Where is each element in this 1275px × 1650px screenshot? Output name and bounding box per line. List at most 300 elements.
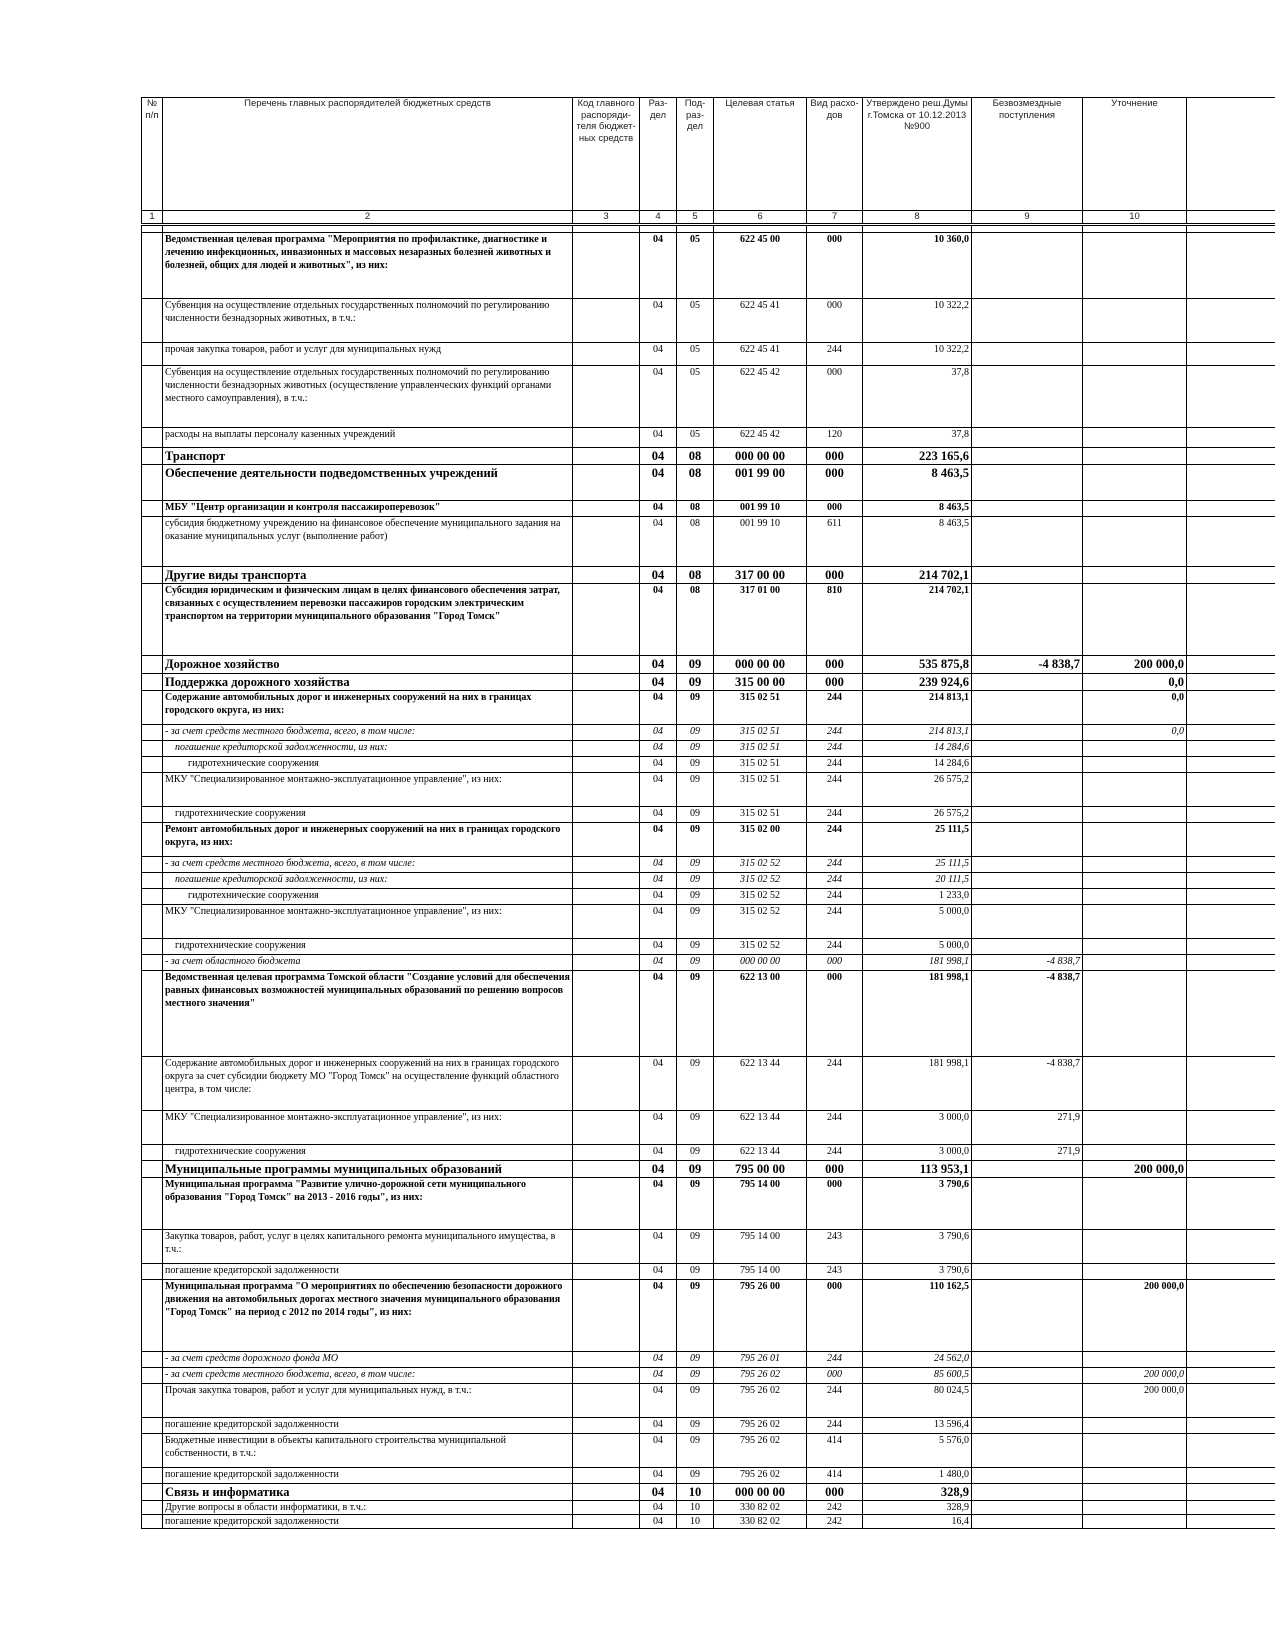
cell-refine <box>1083 366 1187 428</box>
cell-podrazdel: 09 <box>677 1468 714 1484</box>
cell-razdel: 04 <box>640 823 677 857</box>
table-row <box>142 873 1275 889</box>
cell-extra <box>1187 807 1275 823</box>
cell-name: - за счет средств местного бюджета, всего, в том числе: <box>163 857 573 873</box>
cell-code <box>573 873 640 889</box>
cell-gratis: 271,9 <box>972 1145 1083 1161</box>
cell-name: - за счет средств дорожного фонда МО <box>163 1352 573 1368</box>
cell-podrazdel: 09 <box>677 905 714 939</box>
table-row <box>142 343 1275 366</box>
cell-razdel: 04 <box>640 501 677 517</box>
cell-name: Закупка товаров, работ, услуг в целях капитального ремонта муниципального имущества, в т.ч.: <box>163 1230 573 1264</box>
cell-article: 795 26 00 <box>714 1280 807 1352</box>
cell-gratis <box>972 1368 1083 1384</box>
cell-razdel: 04 <box>640 1178 677 1230</box>
cell-podrazdel: 09 <box>677 955 714 971</box>
cell-extra <box>1187 1161 1275 1178</box>
table-row <box>142 889 1275 905</box>
cell-gratis <box>972 905 1083 939</box>
cell-extra <box>1187 584 1275 656</box>
cell-vid: 000 <box>807 955 863 971</box>
col-number: 4 <box>640 211 677 225</box>
cell-article: 000 00 00 <box>714 448 807 465</box>
cell-num <box>142 691 163 725</box>
cell-refine <box>1083 807 1187 823</box>
cell-refine <box>1083 741 1187 757</box>
cell-vid: 611 <box>807 517 863 567</box>
cell-num <box>142 1515 163 1529</box>
cell-razdel: 04 <box>640 233 677 299</box>
cell-gratis <box>972 517 1083 567</box>
table-row <box>142 857 1275 873</box>
cell-razdel: 04 <box>640 725 677 741</box>
cell-code <box>573 1368 640 1384</box>
cell-podrazdel: 09 <box>677 857 714 873</box>
cell-code <box>573 773 640 807</box>
cell-approved: 16,4 <box>863 1515 972 1529</box>
column-number-row <box>142 211 1275 225</box>
cell-razdel: 04 <box>640 1057 677 1111</box>
cell-vid: 244 <box>807 1418 863 1434</box>
cell-refine <box>1083 757 1187 773</box>
cell-vid: 000 <box>807 971 863 1057</box>
cell-vid: 244 <box>807 873 863 889</box>
cell-article: 315 02 51 <box>714 757 807 773</box>
cell-podrazdel: 08 <box>677 448 714 465</box>
cell-approved: 26 575,2 <box>863 807 972 823</box>
cell-podrazdel: 05 <box>677 366 714 428</box>
cell-num <box>142 656 163 674</box>
cell-vid: 000 <box>807 656 863 674</box>
cell-name: Содержание автомобильных дорог и инженерных сооружений на них в границах городского округа за счет субсидии бюджету МО "Город Томск" на осуществление функций областного центра, в том числе: <box>163 1057 573 1111</box>
cell-razdel: 04 <box>640 955 677 971</box>
cell-extra <box>1187 773 1275 807</box>
cell-article: 315 02 51 <box>714 691 807 725</box>
cell-razdel: 04 <box>640 889 677 905</box>
cell-article: 315 00 00 <box>714 674 807 691</box>
cell-podrazdel: 08 <box>677 501 714 517</box>
cell-vid: 000 <box>807 448 863 465</box>
table-row <box>142 1161 1275 1178</box>
cell-refine <box>1083 1434 1187 1468</box>
cell-vid: 244 <box>807 757 863 773</box>
cell-name: Транспорт <box>163 448 573 465</box>
cell-vid: 000 <box>807 674 863 691</box>
cell-num <box>142 1230 163 1264</box>
cell-approved: 8 463,5 <box>863 517 972 567</box>
cell-approved: 14 284,6 <box>863 741 972 757</box>
cell-approved: 80 024,5 <box>863 1384 972 1418</box>
table-row <box>142 1057 1275 1111</box>
cell-num <box>142 1280 163 1352</box>
cell-code <box>573 366 640 428</box>
cell-podrazdel: 05 <box>677 233 714 299</box>
cell-num <box>142 674 163 691</box>
cell-article: 795 26 02 <box>714 1418 807 1434</box>
cell-num <box>142 773 163 807</box>
cell-article: 622 13 44 <box>714 1111 807 1145</box>
cell-name: погашение кредиторской задолженности, из них: <box>163 741 573 757</box>
cell-podrazdel: 09 <box>677 1418 714 1434</box>
cell-refine <box>1083 343 1187 366</box>
cell-gratis <box>972 1484 1083 1501</box>
col-number: 2 <box>163 211 573 225</box>
cell-refine: 200 000,0 <box>1083 1368 1187 1384</box>
cell-article: 001 99 00 <box>714 465 807 501</box>
cell-article: 315 02 52 <box>714 873 807 889</box>
cell-razdel: 04 <box>640 757 677 773</box>
cell-extra <box>1187 1418 1275 1434</box>
cell-gratis <box>972 1515 1083 1529</box>
cell-extra <box>1187 725 1275 741</box>
cell-article: 622 13 44 <box>714 1145 807 1161</box>
cell-gratis <box>972 1230 1083 1264</box>
cell-refine <box>1083 465 1187 501</box>
cell-code <box>573 1280 640 1352</box>
cell-podrazdel: 09 <box>677 1178 714 1230</box>
cell-refine <box>1083 1111 1187 1145</box>
table-row <box>142 1434 1275 1468</box>
cell-approved: 8 463,5 <box>863 501 972 517</box>
cell-approved: 328,9 <box>863 1501 972 1515</box>
header-num: № п/п <box>142 98 163 211</box>
cell-article: 795 00 00 <box>714 1161 807 1178</box>
cell-approved: 5 000,0 <box>863 905 972 939</box>
cell-razdel: 04 <box>640 584 677 656</box>
budget-table-page <box>141 97 1275 1529</box>
cell-vid: 000 <box>807 1178 863 1230</box>
cell-extra <box>1187 823 1275 857</box>
cell-name: Муниципальная программа "Развитие улично-дорожной сети муниципального образования "Город Томск" на 2013 - 2016 годы", из них: <box>163 1178 573 1230</box>
cell-num <box>142 1111 163 1145</box>
cell-approved: 24 562,0 <box>863 1352 972 1368</box>
cell-name: прочая закупка товаров, работ и услуг для муниципальных нужд <box>163 343 573 366</box>
table-row <box>142 1145 1275 1161</box>
cell-article: 622 13 00 <box>714 971 807 1057</box>
cell-refine <box>1083 873 1187 889</box>
cell-name: погашение кредиторской задолженности <box>163 1468 573 1484</box>
table-row <box>142 1418 1275 1434</box>
cell-gratis <box>972 1161 1083 1178</box>
table-row <box>142 233 1275 299</box>
cell-vid: 000 <box>807 233 863 299</box>
cell-gratis <box>972 873 1083 889</box>
cell-podrazdel: 09 <box>677 1434 714 1468</box>
cell-razdel: 04 <box>640 773 677 807</box>
table-row <box>142 1178 1275 1230</box>
cell-num <box>142 1145 163 1161</box>
header-approved: Утверждено реш.Думы г.Томска от 10.12.2013 №900 <box>863 98 972 211</box>
cell-approved: 10 322,2 <box>863 343 972 366</box>
cell-article: 795 14 00 <box>714 1264 807 1280</box>
cell-razdel: 04 <box>640 1230 677 1264</box>
cell-razdel: 04 <box>640 1418 677 1434</box>
cell-extra <box>1187 1280 1275 1352</box>
cell-num <box>142 1264 163 1280</box>
cell-name: гидротехнические сооружения <box>163 939 573 955</box>
cell-num <box>142 448 163 465</box>
cell-extra <box>1187 1111 1275 1145</box>
cell-num <box>142 428 163 448</box>
cell-article: 315 02 51 <box>714 807 807 823</box>
cell-razdel: 04 <box>640 1352 677 1368</box>
table-row <box>142 674 1275 691</box>
table-row <box>142 1264 1275 1280</box>
cell-extra <box>1187 299 1275 343</box>
cell-article: 315 02 52 <box>714 939 807 955</box>
table-row <box>142 517 1275 567</box>
cell-num <box>142 807 163 823</box>
cell-code <box>573 1352 640 1368</box>
table-row <box>142 955 1275 971</box>
cell-code <box>573 428 640 448</box>
table-row <box>142 1352 1275 1368</box>
cell-extra <box>1187 1264 1275 1280</box>
cell-article: 001 99 10 <box>714 501 807 517</box>
cell-podrazdel: 05 <box>677 343 714 366</box>
table-row <box>142 807 1275 823</box>
cell-num <box>142 905 163 939</box>
cell-code <box>573 1264 640 1280</box>
cell-vid: 244 <box>807 725 863 741</box>
cell-vid: 242 <box>807 1501 863 1515</box>
cell-podrazdel: 09 <box>677 1368 714 1384</box>
cell-razdel: 04 <box>640 1468 677 1484</box>
cell-extra <box>1187 1484 1275 1501</box>
cell-name: Дорожное хозяйство <box>163 656 573 674</box>
cell-gratis <box>972 823 1083 857</box>
cell-approved: 181 998,1 <box>863 971 972 1057</box>
cell-code <box>573 971 640 1057</box>
cell-vid: 244 <box>807 939 863 955</box>
cell-extra <box>1187 955 1275 971</box>
cell-approved: 10 322,2 <box>863 299 972 343</box>
cell-vid: 244 <box>807 889 863 905</box>
cell-extra <box>1187 567 1275 584</box>
cell-razdel: 04 <box>640 939 677 955</box>
cell-razdel: 04 <box>640 807 677 823</box>
cell-refine <box>1083 889 1187 905</box>
cell-vid: 000 <box>807 1484 863 1501</box>
cell-extra <box>1187 1178 1275 1230</box>
cell-refine <box>1083 1484 1187 1501</box>
col-number: 9 <box>972 211 1083 225</box>
cell-refine <box>1083 857 1187 873</box>
cell-num <box>142 1352 163 1368</box>
table-row <box>142 1515 1275 1529</box>
cell-code <box>573 1145 640 1161</box>
cell-extra <box>1187 343 1275 366</box>
cell-vid: 244 <box>807 905 863 939</box>
cell-name: гидротехнические сооружения <box>163 807 573 823</box>
cell-name: - за счет областного бюджета <box>163 955 573 971</box>
cell-refine: 200 000,0 <box>1083 1384 1187 1418</box>
cell-approved: 5 576,0 <box>863 1434 972 1468</box>
table-row <box>142 823 1275 857</box>
col-number: 8 <box>863 211 972 225</box>
cell-code <box>573 691 640 725</box>
cell-code <box>573 299 640 343</box>
cell-gratis: -4 838,7 <box>972 971 1083 1057</box>
cell-approved: 110 162,5 <box>863 1280 972 1352</box>
cell-approved: 3 000,0 <box>863 1111 972 1145</box>
cell-code <box>573 674 640 691</box>
cell-approved: 181 998,1 <box>863 1057 972 1111</box>
table-row <box>142 1384 1275 1418</box>
col-number: 1 <box>142 211 163 225</box>
cell-extra <box>1187 428 1275 448</box>
cell-name: - за счет средств местного бюджета, всего, в том числе: <box>163 1368 573 1384</box>
cell-num <box>142 1368 163 1384</box>
col-number: 6 <box>714 211 807 225</box>
cell-vid: 000 <box>807 1368 863 1384</box>
cell-razdel: 04 <box>640 465 677 501</box>
cell-code <box>573 343 640 366</box>
header-vid: Вид расхо-дов <box>807 98 863 211</box>
cell-name: Содержание автомобильных дорог и инженерных сооружений на них в границах городского округа, из них: <box>163 691 573 725</box>
cell-vid: 810 <box>807 584 863 656</box>
table-row <box>142 905 1275 939</box>
cell-num <box>142 343 163 366</box>
cell-code <box>573 567 640 584</box>
table-row <box>142 448 1275 465</box>
cell-podrazdel: 09 <box>677 1145 714 1161</box>
cell-podrazdel: 10 <box>677 1501 714 1515</box>
cell-extra <box>1187 465 1275 501</box>
cell-gratis: -4 838,7 <box>972 1057 1083 1111</box>
cell-podrazdel: 09 <box>677 773 714 807</box>
cell-refine <box>1083 1352 1187 1368</box>
cell-gratis <box>972 757 1083 773</box>
cell-gratis <box>972 889 1083 905</box>
cell-gratis: -4 838,7 <box>972 656 1083 674</box>
table-row <box>142 366 1275 428</box>
cell-code <box>573 656 640 674</box>
cell-code <box>573 1468 640 1484</box>
header-refine: Уточнение <box>1083 98 1187 211</box>
cell-code <box>573 584 640 656</box>
cell-extra <box>1187 1057 1275 1111</box>
cell-razdel: 04 <box>640 971 677 1057</box>
cell-extra <box>1187 741 1275 757</box>
cell-code <box>573 741 640 757</box>
cell-gratis <box>972 741 1083 757</box>
cell-refine <box>1083 939 1187 955</box>
cell-num <box>142 465 163 501</box>
header-extra <box>1187 98 1275 211</box>
cell-article: 317 01 00 <box>714 584 807 656</box>
cell-num <box>142 955 163 971</box>
table-row <box>142 939 1275 955</box>
cell-gratis <box>972 465 1083 501</box>
cell-name: Ведомственная целевая программа Томской области "Создание условий для обеспечения равных финансовых возможностей муниципальных образований по решению вопросов местного значения" <box>163 971 573 1057</box>
cell-code <box>573 1161 640 1178</box>
cell-article: 795 26 02 <box>714 1384 807 1418</box>
cell-refine <box>1083 1264 1187 1280</box>
cell-vid: 244 <box>807 1384 863 1418</box>
cell-code <box>573 807 640 823</box>
cell-razdel: 04 <box>640 1501 677 1515</box>
cell-gratis <box>972 1352 1083 1368</box>
cell-num <box>142 971 163 1057</box>
cell-gratis <box>972 725 1083 741</box>
cell-podrazdel: 09 <box>677 971 714 1057</box>
cell-vid: 000 <box>807 465 863 501</box>
cell-gratis <box>972 428 1083 448</box>
cell-podrazdel: 09 <box>677 674 714 691</box>
cell-name: Обеспечение деятельности подведомственных учреждений <box>163 465 573 501</box>
cell-name: погашение кредиторской задолженности <box>163 1515 573 1529</box>
cell-extra <box>1187 1515 1275 1529</box>
cell-gratis: 271,9 <box>972 1111 1083 1145</box>
cell-approved: 214 702,1 <box>863 584 972 656</box>
cell-code <box>573 905 640 939</box>
cell-name: Муниципальные программы муниципальных образований <box>163 1161 573 1178</box>
cell-code <box>573 823 640 857</box>
cell-num <box>142 889 163 905</box>
cell-gratis <box>972 1468 1083 1484</box>
table-row <box>142 773 1275 807</box>
cell-code <box>573 1178 640 1230</box>
cell-approved: 214 702,1 <box>863 567 972 584</box>
cell-approved: 13 596,4 <box>863 1418 972 1434</box>
cell-name: Ведомственная целевая программа "Мероприятия по профилактике, диагностике и лечению инфекционных, инвазионных и массовых незаразных болезней животных и болезней, общих для людей и животных", из них: <box>163 233 573 299</box>
cell-gratis <box>972 233 1083 299</box>
cell-approved: 239 924,6 <box>863 674 972 691</box>
cell-name: расходы на выплаты персоналу казенных учреждений <box>163 428 573 448</box>
col-number <box>1187 211 1275 225</box>
cell-extra <box>1187 1384 1275 1418</box>
cell-gratis <box>972 857 1083 873</box>
cell-num <box>142 1161 163 1178</box>
cell-refine: 0,0 <box>1083 674 1187 691</box>
cell-approved: 3 790,6 <box>863 1264 972 1280</box>
cell-gratis <box>972 567 1083 584</box>
header-podrazdel: Под-раз-дел <box>677 98 714 211</box>
table-row <box>142 725 1275 741</box>
cell-refine: 200 000,0 <box>1083 1161 1187 1178</box>
table-row <box>142 465 1275 501</box>
cell-gratis <box>972 773 1083 807</box>
cell-article: 622 13 44 <box>714 1057 807 1111</box>
cell-razdel: 04 <box>640 517 677 567</box>
cell-podrazdel: 05 <box>677 299 714 343</box>
cell-extra <box>1187 1501 1275 1515</box>
table-row <box>142 501 1275 517</box>
cell-extra <box>1187 1230 1275 1264</box>
cell-extra <box>1187 757 1275 773</box>
cell-approved: 223 165,6 <box>863 448 972 465</box>
col-number: 10 <box>1083 211 1187 225</box>
cell-podrazdel: 09 <box>677 1057 714 1111</box>
cell-num <box>142 1434 163 1468</box>
cell-num <box>142 1057 163 1111</box>
header-code: Код главного распоряди-теля бюджет-ных средств <box>573 98 640 211</box>
cell-podrazdel: 08 <box>677 465 714 501</box>
cell-name: Субсидия юридическим и физическим лицам в целях финансового обеспечения затрат, связанных с осуществлением перевозки пассажиров городским электрическим транспортом на территории муниципального образования "Город Томск" <box>163 584 573 656</box>
cell-article: 622 45 41 <box>714 299 807 343</box>
table-row <box>142 567 1275 584</box>
cell-razdel: 04 <box>640 857 677 873</box>
cell-num <box>142 517 163 567</box>
cell-gratis <box>972 501 1083 517</box>
cell-code <box>573 1384 640 1418</box>
cell-extra <box>1187 905 1275 939</box>
cell-num <box>142 725 163 741</box>
cell-refine <box>1083 1178 1187 1230</box>
cell-refine <box>1083 501 1187 517</box>
cell-podrazdel: 10 <box>677 1515 714 1529</box>
